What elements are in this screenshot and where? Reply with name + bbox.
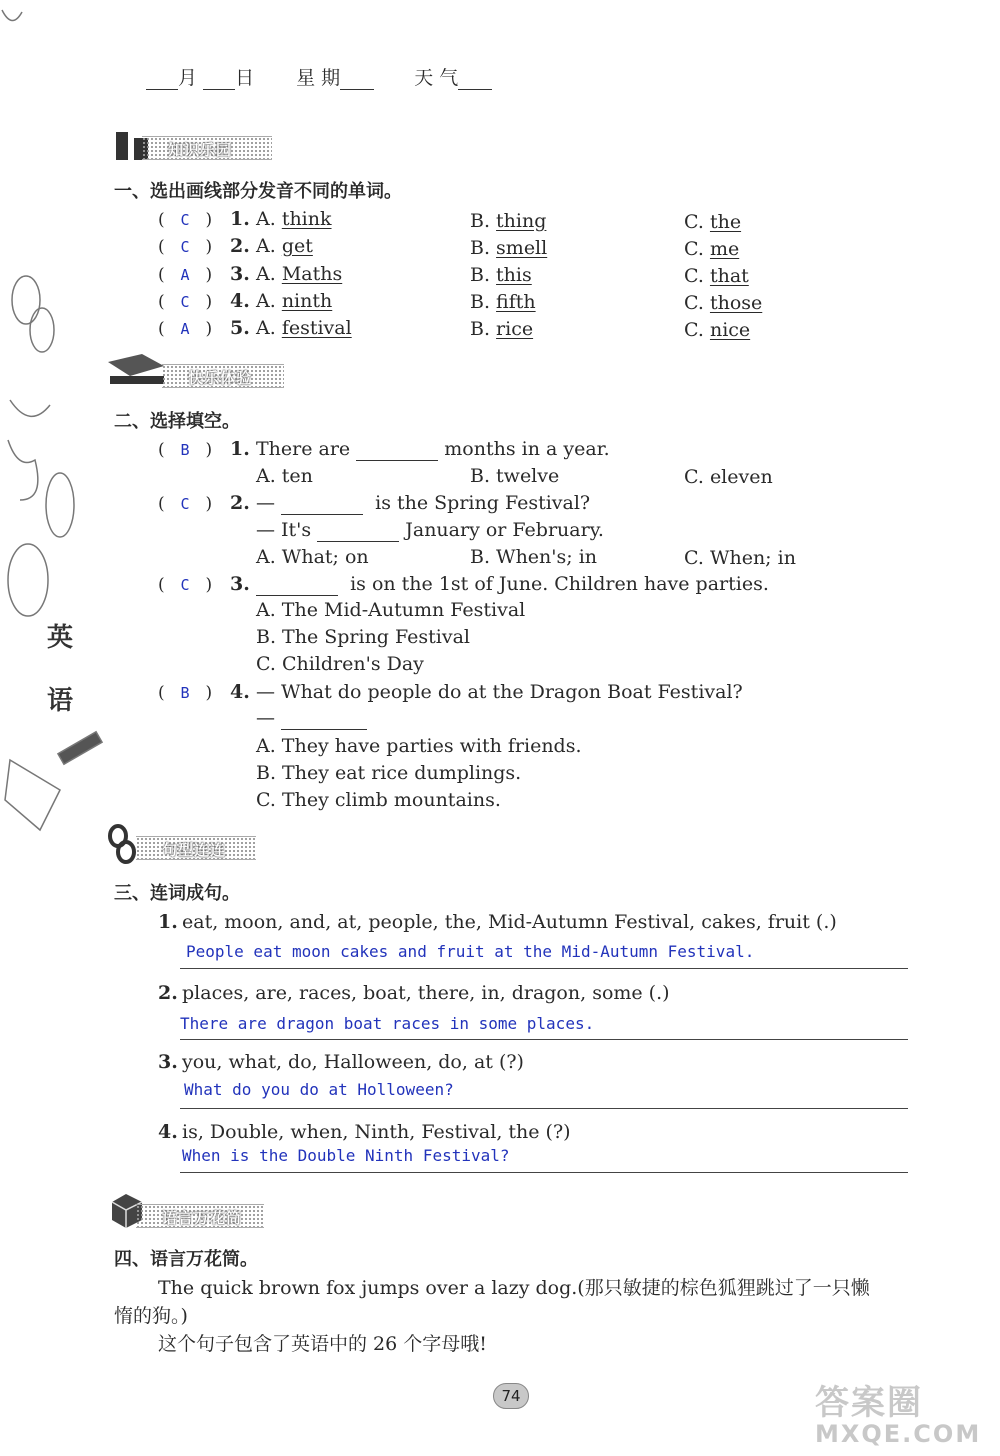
watermark-bottom: MXQE.COM — [815, 1420, 982, 1448]
s3-words-4: is, Double, when, Ninth, Festival, the (?) — [182, 1121, 571, 1143]
balloon-sketch — [8, 544, 48, 616]
section4-title: 四、语言万花筒。 — [114, 1249, 258, 1270]
s1-b-5: B. rice — [470, 318, 534, 340]
s2-q3-stem: is on the 1st of June. Children have parties. — [256, 572, 769, 596]
s2-q4-c: C. They climb mountains. — [256, 789, 501, 811]
s2-answer-1: B — [180, 441, 190, 459]
s3-line-1 — [180, 968, 908, 969]
s3-num-2: 2. — [158, 982, 178, 1004]
banner-kaleidoscope — [106, 1196, 264, 1230]
banner-3-label: 句型连连 — [162, 841, 227, 859]
page-number: 74 — [493, 1383, 529, 1409]
s1-row-1: ( C ) — [158, 210, 213, 230]
s2-q2-a: A. What; on — [256, 546, 369, 568]
watermark-top: 答案圈 — [815, 1383, 923, 1423]
banner-4-label: 语言万花筒 — [162, 1209, 243, 1227]
s2-q2-c: C. When; in — [684, 547, 796, 569]
corner-sketch — [2, 10, 22, 21]
s1-b-3: B. this — [470, 264, 532, 286]
s2-q3-a: A. The Mid-Autumn Festival — [256, 599, 526, 621]
s2-q3-b: B. The Spring Festival — [256, 626, 471, 648]
footprint-sketch — [46, 473, 74, 537]
section1-title: 一、选出画线部分发音不同的单词。 — [114, 181, 402, 202]
s1-b-1: B. thing — [470, 210, 547, 232]
s1-num-5: 5. — [230, 317, 250, 339]
s3-answer-2: There are dragon boat races in some places. — [180, 1014, 595, 1033]
s1-c-2: C. me — [684, 238, 740, 260]
s2-q1-stem: There are months in a year. — [256, 438, 610, 460]
s1-a-5: A. festival — [256, 317, 352, 339]
date-header — [146, 66, 492, 90]
s3-answer-1: People eat moon cakes and fruit at the Mid-Autumn Festival. — [186, 942, 755, 961]
s3-words-1: eat, moon, and, at, people, the, Mid-Autumn Festival, cakes, fruit (.) — [182, 911, 837, 933]
banner-2-label: 快乐体验 — [188, 369, 253, 387]
s1-num-1: 1. — [230, 208, 250, 230]
s2-q3-num: 3. — [230, 573, 250, 595]
s3-num-4: 4. — [158, 1121, 178, 1143]
side-char-ying: 英 — [47, 623, 74, 653]
watermark — [815, 1385, 981, 1447]
s3-line-4 — [180, 1172, 908, 1173]
s2-q1-paren: ( B ) — [158, 440, 213, 460]
s2-answer-3: C — [180, 576, 190, 594]
banner-knowledge — [112, 128, 272, 162]
s2-q1-a: A. ten — [256, 465, 313, 487]
s2-q4-reply: — — [256, 706, 367, 730]
month-label: 月 — [178, 67, 198, 89]
s3-words-3: you, what, do, Halloween, do, at (?) — [182, 1051, 524, 1073]
s2-answer-4: B — [180, 684, 190, 702]
s3-num-3: 3. — [158, 1051, 178, 1073]
s2-q2-line1: — is the Spring Festival? — [256, 492, 591, 514]
banner-1-label: 知识乐园 — [168, 141, 233, 159]
side-char-yu: 语 — [47, 686, 74, 716]
s2-q1-c: C. eleven — [684, 466, 773, 488]
s1-row-4: ( C ) — [158, 292, 213, 312]
s1-b-4: B. fifth — [470, 291, 536, 313]
s1-num-2: 2. — [230, 235, 250, 257]
s1-c-4: C. those — [684, 292, 763, 314]
s1-answer-3: A — [180, 266, 190, 284]
s1-a-3: A. Maths — [256, 263, 343, 285]
s1-c-1: C. the — [684, 211, 742, 233]
glasses-sketch — [12, 276, 40, 324]
s2-q4-paren: ( B ) — [158, 683, 213, 703]
s4-line-3: 这个句子包含了英语中的 26 个字母哦! — [158, 1333, 487, 1355]
s1-num-3: 3. — [230, 263, 250, 285]
section2-title: 二、选择填空。 — [114, 411, 240, 432]
paper-sketch — [5, 760, 60, 830]
s2-q3-c: C. Children's Day — [256, 653, 424, 675]
s2-q2-num: 2. — [230, 492, 250, 514]
s4-line-1: The quick brown fox jumps over a lazy dog.(那只敏捷的棕色狐狸跳过了一只懒 — [158, 1277, 870, 1299]
section3-title: 三、连词成句。 — [114, 883, 240, 904]
s3-line-3 — [180, 1108, 908, 1109]
glass-sketch — [8, 440, 38, 500]
banner-sentences — [106, 828, 256, 862]
s2-q4-b: B. They eat rice dumplings. — [256, 762, 522, 784]
s3-words-2: places, are, races, boat, there, in, dragon, some (.) — [182, 982, 670, 1004]
s1-a-4: A. ninth — [256, 290, 333, 312]
s1-answer-2: C — [180, 238, 190, 256]
s1-c-3: C. that — [684, 265, 749, 287]
weekday-label: 星 期 — [296, 67, 341, 89]
s4-line-2: 惰的狗。) — [114, 1305, 188, 1327]
s1-answer-1: C — [180, 211, 190, 229]
s3-answer-4: When is the Double Ninth Festival? — [182, 1146, 510, 1165]
s2-q4-question: — What do people do at the Dragon Boat Festival? — [256, 681, 743, 703]
s2-q2-paren: ( C ) — [158, 494, 213, 514]
weather-label: 天 气 — [414, 67, 459, 89]
s1-row-5: ( A ) — [158, 319, 213, 339]
s1-a-2: A. get — [256, 235, 313, 257]
banner-experience — [102, 356, 284, 390]
s1-b-2: B. smell — [470, 237, 548, 259]
s2-q4-num: 4. — [230, 681, 250, 703]
s2-answer-2: C — [180, 495, 190, 513]
s1-answer-4: C — [180, 293, 190, 311]
s1-num-4: 4. — [230, 290, 250, 312]
s2-q1-b: B. twelve — [470, 465, 560, 487]
day-label: 日 — [235, 67, 255, 89]
s2-q3-paren: ( C ) — [158, 575, 213, 595]
s1-row-3: ( A ) — [158, 265, 213, 285]
s1-a-1: A. think — [256, 208, 332, 230]
s3-num-1: 1. — [158, 911, 178, 933]
s2-q2-line2: — It's January or February. — [256, 519, 604, 541]
s1-answer-5: A — [180, 320, 190, 338]
s3-answer-3: What do you do at Holloween? — [184, 1080, 454, 1099]
s2-q4-a: A. They have parties with friends. — [256, 735, 582, 757]
s2-q1-num: 1. — [230, 438, 250, 460]
s1-row-2: ( C ) — [158, 237, 213, 257]
chain-icon — [106, 824, 140, 864]
margin-doodles — [0, 0, 110, 860]
s2-q2-b: B. When's; in — [470, 546, 598, 568]
s1-c-5: C. nice — [684, 319, 751, 341]
s3-line-2 — [180, 1039, 908, 1040]
